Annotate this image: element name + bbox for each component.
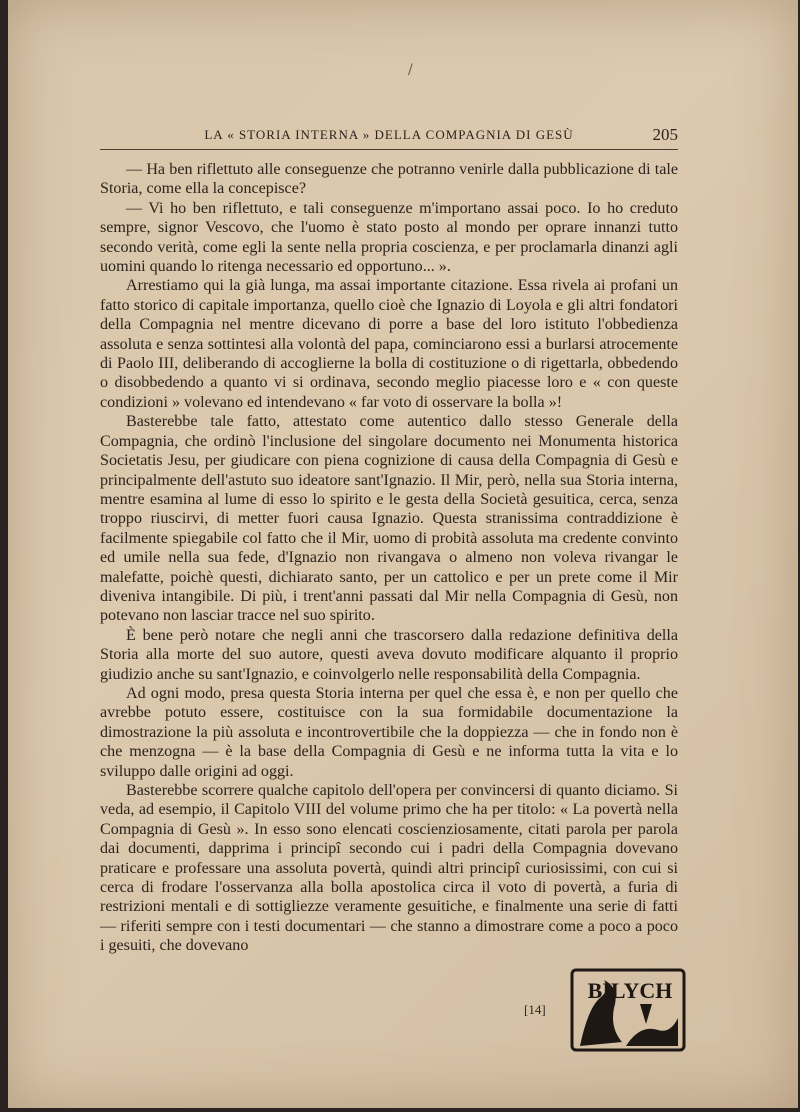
paragraph: — Ha ben riflettuto alle conseguenze che potranno venirle dalla pubblicazione di tale Storia, come ella la concepisce? xyxy=(100,161,678,198)
book-page xyxy=(8,0,798,1108)
running-title: LA « STORIA INTERNA » DELLA COMPAGNIA DI GESÙ xyxy=(204,127,574,142)
page-header xyxy=(100,127,678,150)
paragraph: — Vi ho ben riflettuto, e tali conseguenze m'importano assai poco. Io ho creduto sempre, signor Vescovo, che l'uomo è stato posto al mondo per oprare innanzi tutto secondo verità, come egli la sente nella propria coscienza, e per proclamarla dinanzi agli uomini quando lo ritenga necessario ed opportuno... ». xyxy=(100,199,678,276)
svg-text:BILYCH: BILYCH xyxy=(587,978,673,1003)
body-text xyxy=(100,160,678,956)
paragraph: Arrestiamo qui la già lunga, ma assai importante citazione. Essa rivela ai profani un fatto storico di capitale importanza, quello cioè che Ignazio di Loyola e gli altri fondatori della Compagnia nel mentre dicevano di porre a base del loro istituto l'obbedienza assoluta e senza sottintesi alla volontà del papa, cominciarono essi a burlarsi atrocemente di Paolo III, deliberando di accoglierne la bolla di costituzione o di rigettarla, obbedendo o disobbedendo a quanto vi si ordinava, secondo meglio piacesse loro e « con queste condizioni » volevano ed intendevano « far voto di osservare la bolla »! xyxy=(100,277,678,411)
paragraph: Basterebbe tale fatto, attestato come autentico dallo stesso Generale della Compagnia, che ordinò l'inclusione del singolare documento nei Monumenta historica Societatis Jesu, per giudicare con piena cognizione di causa della Compagnia di Gesù e principalmente dell'astuto suo ideatore sant'Ignazio. Il Mir, però, nella sua Storia interna, mentre esamina al lume di esso lo spirito e le gesta della Società gesuitica, cerca, senza troppo riuscirvi, di metter fuori causa Ignazio. Questa stranissima contraddizione è facilmente spiegabile col fatto che il Mir, uomo di probità assoluta ma credente convinto ed umile nella sua fede, d'Ignazio non rivangava o almeno non voleva rivangar le malefatte, poichè questi, dichiarato santo, per un cattolico e per un prete come il Mir diveniva intangibile. Di più, i trent'anni passati dal Mir nella Compagnia di Gesù, non potevano non lasciar tracce nel suo spirito. xyxy=(100,413,678,625)
paragraph: Ad ogni modo, presa questa Storia interna per quel che essa è, e non per quello che avrebbe potuto essere, costituisce con la sua formidabile documentazione la dimostrazione la più assoluta e incontrovertibile che la doppiezza — che in fondo non è che menzogna — è la base della Compagnia di Gesù e ne informa tutta la vita e lo sviluppo dalle origini ad oggi. xyxy=(100,684,678,780)
paragraph: Basterebbe scorrere qualche capitolo dell'opera per convincersi di quanto diciamo. Si veda, ad esempio, il Capitolo VIII del volume primo che ha per titolo: « La povertà nella Compagnia di Gesù ». In esso sono elencati coscienziosamente, citati parola per parola dai documenti, dapprima i principî secondo cui i padri della Compagnia dovevano praticare e professare una assoluta povertà, quindi altri principî curiosissimi, con cui si cerca di frodare l'osservanza alla bolla apostolica circa il voto di povertà, a furia di restrizioni mentali e di sottigliezze veramente gesuitiche, e finalmente una serie di fatti — riferiti sempre con i testi documentari — che stanno a dimostrare come a poco a poco i gesuiti, che dovevano xyxy=(100,782,678,955)
sheet-signature: [14] xyxy=(524,1002,546,1017)
page-number: 205 xyxy=(652,125,678,144)
pencil-mark: / xyxy=(408,62,413,78)
library-stamp-icon xyxy=(570,968,686,1052)
paragraph: È bene però notare che negli anni che trascorsero dalla redazione definitiva della Storia alla morte del suo autore, questi aveva dovuto modificare alquanto il proprio giudizio anche su sant'Ignazio, e coinvolgerlo nelle responsabilità della Compagnia. xyxy=(100,626,678,683)
